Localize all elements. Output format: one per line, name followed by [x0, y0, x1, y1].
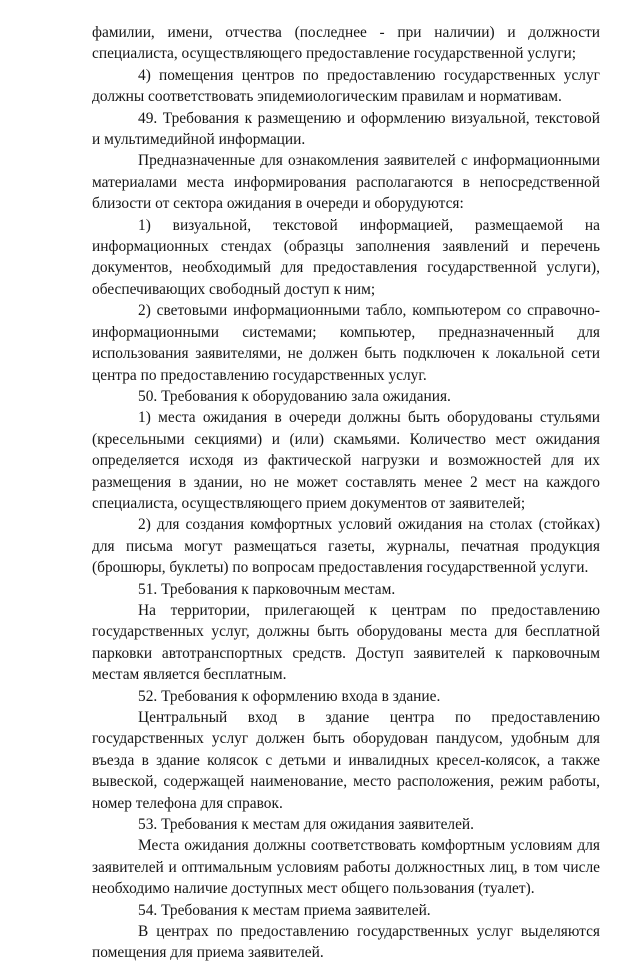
- section-54-heading: 54. Требования к местам приема заявителей.: [138, 901, 431, 919]
- paragraph-hall-item-1: 1) места ожидания в очереди должны быть оборудованы стульями (кресельными секциями) и (или) скамьями. Количество мест ожидания определяется исходя из фактической нагрузки и возможностей для их размещения в здании, но не может составлять менее 2 мест на каждого специалиста, осуществляющего прием документов от заявителей;: [92, 409, 600, 512]
- paragraph-continuation: фамилии, имени, отчества (последнее - при наличии) и должности специалиста, осуществляющего предоставление государственной услуги;: [92, 24, 600, 63]
- paragraph-info-item-1: 1) визуальной, текстовой информацией, размещаемой на информационных стендах (образцы заполнения заявлений и перечень документов, необходимый для предоставления государственной услуги), обеспечивающих свободный доступ к ним;: [92, 216, 600, 298]
- section-51-heading: 51. Требования к парковочным местам.: [138, 580, 396, 598]
- paragraph-premises-item-4: 4) помещения центров по предоставлению государственных услуг должны соответствовать эпидемиологическим правилам и нормативам.: [92, 66, 600, 106]
- paragraph-parking: На территории, прилегающей к центрам по предоставлению государственных услуг, должны быть оборудованы места для бесплатной парковки автотранспортных средств. Доступ заявителей к парковочным местам является бесплатным.: [92, 601, 600, 684]
- paragraph-reception: В центрах по предоставлению государственных услуг выделяются помещения для приема заявителей.: [92, 923, 600, 962]
- paragraph-info-places: Предназначенные для ознакомления заявителей с информационными материалами места информирования располагаются в непосредственной близости от сектора ожидания в очереди и оборудуются:: [92, 152, 600, 213]
- section-53-heading: 53. Требования к местам для ожидания заявителей.: [138, 816, 475, 834]
- paragraph-entrance: Центральный вход в здание центра по предоставлению государственных услуг должен быть оборудован пандусом, удобным для въезда в здание колясок с детьми и инвалидных кресел-колясок, а также вывеской, содержащей наименование, место расположения, режим работы, номер телефона для справок.: [92, 709, 600, 812]
- section-50-heading: 50. Требования к оборудованию зала ожидания.: [138, 387, 451, 405]
- document-page: [92, 22, 600, 964]
- section-49-heading: 49. Требования к размещению и оформлению визуальной, текстовой и мультимедийной информации.: [92, 109, 600, 149]
- paragraph-waiting: Места ожидания должны соответствовать комфортным условиям для заявителей и оптимальным условиям работы должностных лиц, в том числе необходимо наличие доступных мест общего пользования (туалет).: [92, 837, 600, 898]
- paragraph-info-item-2: 2) световыми информационными табло, компьютером со справочно-информационными системами; компьютер, предназначенный для использования заявителями, не должен быть подключен к локальной сети центра по предоставлению государственных услуг.: [92, 302, 600, 384]
- paragraph-hall-item-2: 2) для создания комфортных условий ожидания на столах (стойках) для письма могут размещаться газеты, журналы, печатная продукция (брошюры, буклеты) по вопросам предоставления государственной услуги.: [92, 516, 600, 577]
- section-52-heading: 52. Требования к оформлению входа в здание.: [138, 687, 441, 705]
